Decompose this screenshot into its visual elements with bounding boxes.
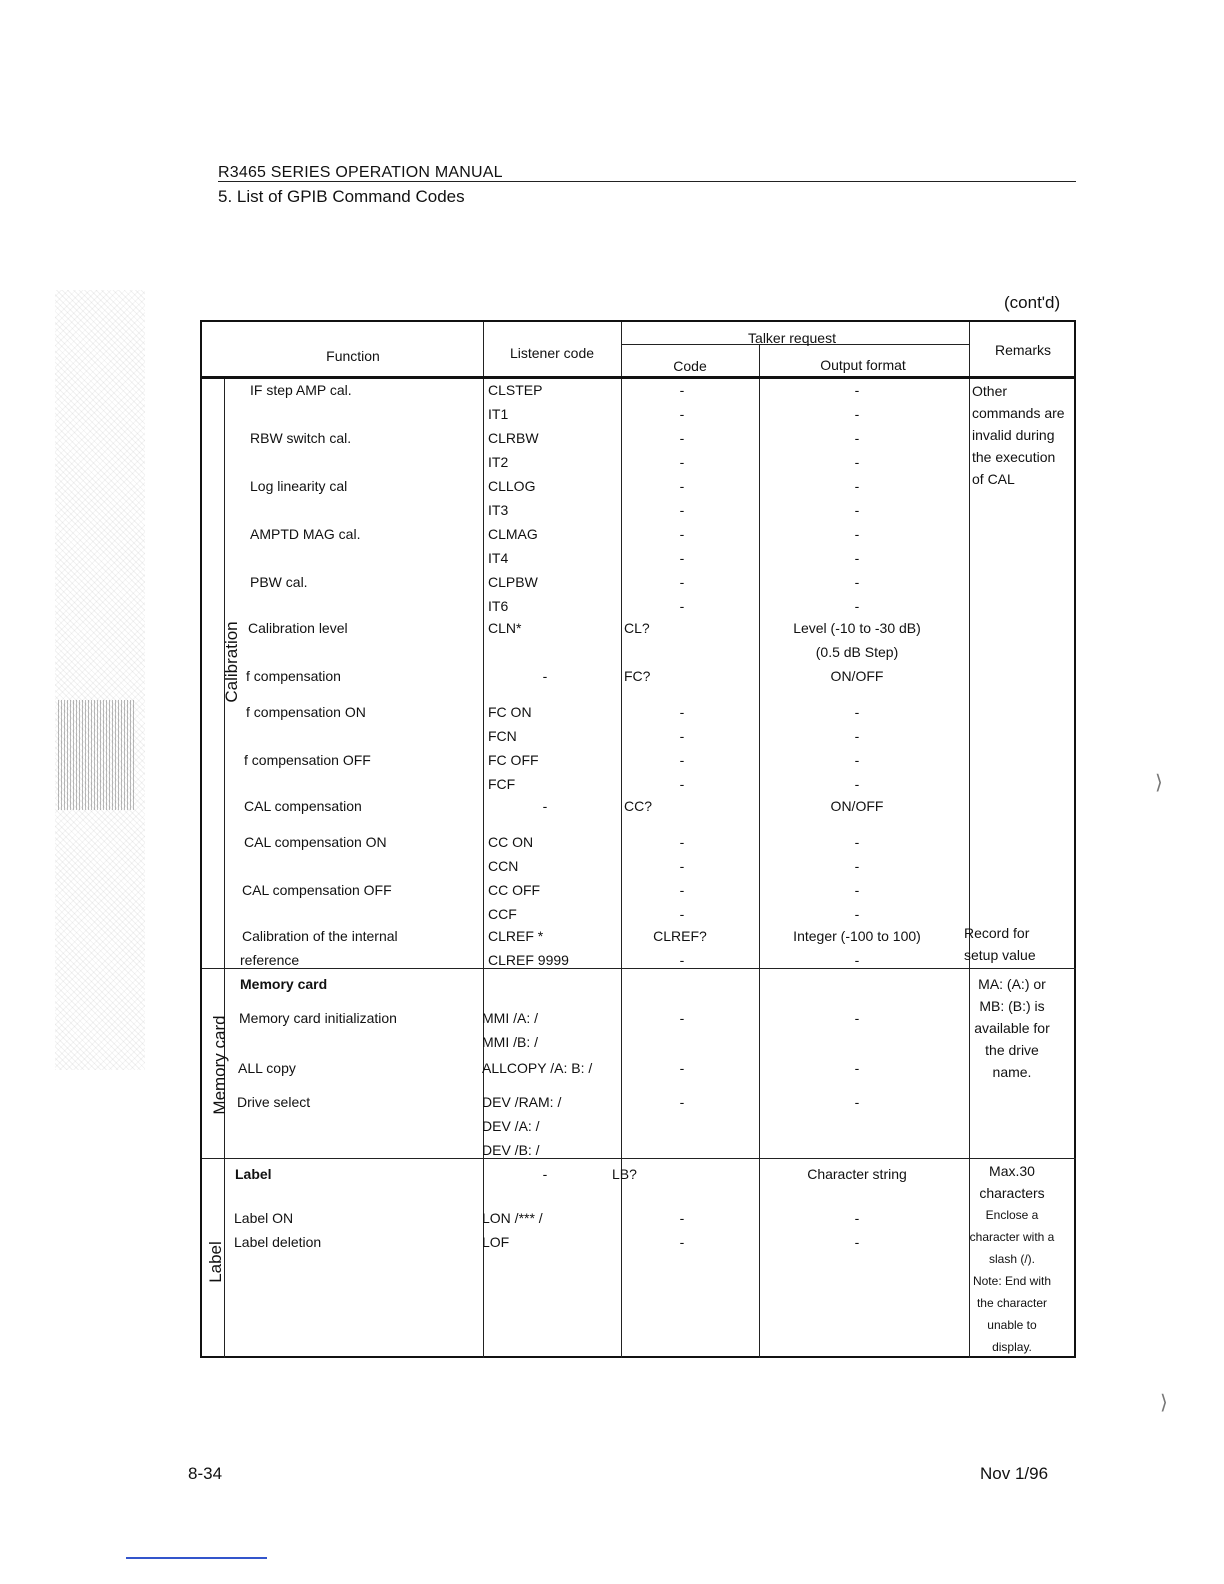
row-listener-code: LOF [482, 1234, 510, 1250]
row-function: Drive select [237, 1094, 311, 1110]
remarks-line: the character [976, 1296, 1048, 1310]
row-function: RBW switch cal. [250, 430, 352, 446]
row-output-format: (0.5 dB Step) [815, 644, 899, 660]
header-bottom-rule [202, 376, 1076, 379]
remarks-line: the execution [972, 449, 1056, 465]
row-code: - [679, 598, 685, 614]
row-listener-code: CLPBW [488, 574, 538, 590]
row-output-format: - [854, 430, 860, 446]
row-code: - [679, 478, 685, 494]
row-code: - [679, 1210, 685, 1226]
row-output-format: - [854, 952, 860, 968]
row-function: Calibration level [248, 620, 348, 636]
bottom-link-bar [126, 1557, 267, 1559]
row-code: - [679, 526, 685, 542]
row-listener-code: FCF [488, 776, 516, 792]
row-code: - [679, 752, 685, 768]
scan-edge-noise [55, 290, 145, 1070]
row-code: - [679, 1060, 685, 1076]
row-function: CAL compensation OFF [242, 882, 392, 898]
row-output-format: - [854, 478, 860, 494]
row-listener-code: - [542, 1166, 548, 1182]
row-output-format: - [854, 1010, 860, 1026]
row-listener-code: FC OFF [488, 752, 539, 768]
row-output-format: ON/OFF [830, 668, 884, 684]
remarks-line: unable to [987, 1318, 1037, 1332]
row-listener-code: CC ON [488, 834, 534, 850]
remarks-memory [962, 973, 1062, 1083]
row-function: ALL copy [238, 1060, 296, 1076]
remarks-line: Other [972, 383, 1008, 399]
row-function: IF step AMP cal. [250, 382, 352, 398]
row-output-format: - [854, 906, 860, 922]
row-output-format: Character string [807, 1166, 907, 1182]
remarks-line: character with a [969, 1230, 1055, 1244]
row-code: - [679, 382, 685, 398]
row-code: - [679, 1234, 685, 1250]
row-code: - [679, 882, 685, 898]
col-divider [483, 322, 484, 1358]
header-talker-request: Talker request [748, 330, 836, 346]
row-code: - [679, 834, 685, 850]
remarks-line: invalid during [972, 427, 1055, 443]
header-function: Function [326, 348, 380, 364]
row-listener-code: CLREF * [488, 928, 544, 944]
row-code: - [679, 574, 685, 590]
row-listener-code: CCF [488, 906, 517, 922]
row-output-format: - [854, 502, 860, 518]
row-code: CC? [624, 798, 653, 814]
remarks-calibration [972, 380, 1065, 490]
row-code: - [679, 406, 685, 422]
row-function: reference [240, 952, 300, 968]
row-output-format: - [854, 776, 860, 792]
remarks-line: Max.30 [989, 1163, 1035, 1179]
remarks-line: the drive [985, 1042, 1039, 1058]
row-output-format: ON/OFF [830, 798, 884, 814]
row-output-format: Level (-10 to -30 dB) [793, 620, 921, 636]
row-code: - [679, 906, 685, 922]
remarks-line: MB: (B:) is [979, 998, 1045, 1014]
remarks-line: setup value [964, 947, 1036, 963]
row-output-format: - [854, 526, 860, 542]
row-code: - [679, 1094, 685, 1110]
row-output-format: - [854, 1094, 860, 1110]
remarks-line: commands are [972, 405, 1065, 421]
row-code: - [679, 430, 685, 446]
col-divider [224, 378, 225, 1358]
remarks-line: name. [992, 1064, 1032, 1080]
header-output-format: Output format [820, 357, 906, 373]
row-code: - [679, 704, 685, 720]
row-listener-code: CC OFF [488, 882, 541, 898]
row-code: - [679, 1010, 685, 1026]
row-function: Label [235, 1166, 272, 1182]
row-listener-code: CLLOG [488, 478, 536, 494]
remarks-line: Enclose a [985, 1208, 1039, 1222]
row-output-format: - [854, 382, 860, 398]
row-output-format: - [854, 834, 860, 850]
row-function: f compensation ON [246, 704, 366, 720]
group-divider [202, 1158, 1076, 1159]
row-code: - [679, 858, 685, 874]
row-output-format: - [854, 1210, 860, 1226]
row-listener-code: CLRBW [488, 430, 539, 446]
row-function: Memory card [240, 976, 328, 992]
row-listener-code: - [542, 798, 548, 814]
gpib-command-table [200, 320, 1076, 1358]
row-listener-code: MMI /A: / [482, 1010, 538, 1026]
row-function: f compensation [246, 668, 341, 684]
page-number: 8-34 [188, 1464, 223, 1483]
row-listener-code: CLN* [488, 620, 522, 636]
row-listener-code: MMI /B: / [482, 1034, 538, 1050]
row-function: f compensation OFF [244, 752, 371, 768]
row-code: - [679, 776, 685, 792]
row-output-format: Integer (-100 to 100) [793, 928, 921, 944]
scan-edge-dark [58, 700, 136, 810]
row-function: PBW cal. [250, 574, 308, 590]
margin-mark: ⟩ [1155, 772, 1163, 794]
header-rule [218, 181, 1076, 182]
row-listener-code: FCN [488, 728, 517, 744]
section-title: 5. List of GPIB Command Codes [218, 187, 465, 206]
group-label-label: Label [206, 1241, 225, 1283]
row-listener-code: CLSTEP [488, 382, 543, 398]
row-code: CLREF? [653, 928, 707, 944]
margin-mark: ⟩ [1160, 1392, 1168, 1414]
row-function: CAL compensation [244, 798, 362, 814]
row-code: - [679, 952, 685, 968]
row-function: AMPTD MAG cal. [250, 526, 361, 542]
manual-title: R3465 SERIES OPERATION MANUAL [218, 164, 503, 181]
group-label-memory-card: Memory card [210, 1015, 229, 1115]
remarks-line: of CAL [972, 471, 1015, 487]
row-function: Log linearity cal [250, 478, 348, 494]
row-listener-code: DEV /RAM: / [482, 1094, 562, 1110]
col-divider [621, 322, 622, 1358]
row-listener-code: IT4 [488, 550, 509, 566]
remarks-line: MA: (A:) or [978, 976, 1046, 992]
row-output-format: - [854, 550, 860, 566]
row-function: Calibration of the internal [242, 928, 398, 944]
header-listener-code: Listener code [509, 345, 595, 361]
row-output-format: - [854, 882, 860, 898]
row-listener-code: FC ON [488, 704, 532, 720]
row-output-format: - [854, 704, 860, 720]
row-code: - [679, 728, 685, 744]
row-code: - [679, 454, 685, 470]
row-output-format: - [854, 454, 860, 470]
row-code: CL? [624, 620, 650, 636]
row-listener-code: ALLCOPY /A: B: / [482, 1060, 593, 1076]
row-output-format: - [854, 598, 860, 614]
header-code: Code [673, 358, 707, 374]
row-listener-code: - [542, 668, 548, 684]
row-function: Memory card initialization [239, 1010, 397, 1026]
remarks-line: Record for [964, 925, 1030, 941]
row-function: Label deletion [234, 1234, 322, 1250]
remarks-clref [964, 922, 1036, 966]
row-listener-code: LON /*** / [482, 1210, 543, 1226]
row-code: FC? [624, 668, 651, 684]
row-output-format: - [854, 1060, 860, 1076]
row-output-format: - [854, 752, 860, 768]
group-label-calibration: Calibration [222, 621, 241, 703]
remarks-line: display. [992, 1340, 1032, 1354]
remarks-label [962, 1160, 1062, 1204]
row-listener-code: IT2 [488, 454, 509, 470]
remarks-line: slash (/). [988, 1252, 1035, 1266]
remarks-label-note [958, 1204, 1066, 1358]
row-listener-code: CCN [488, 858, 519, 874]
remarks-line: characters [979, 1185, 1045, 1201]
page-date: Nov 1/96 [980, 1464, 1049, 1483]
row-output-format: - [854, 406, 860, 422]
row-listener-code: CLMAG [488, 526, 538, 542]
row-code: - [679, 550, 685, 566]
group-divider [202, 968, 1076, 969]
header-remarks: Remarks [994, 342, 1052, 358]
row-output-format: - [854, 858, 860, 874]
row-output-format: - [854, 574, 860, 590]
row-listener-code: DEV /B: / [482, 1142, 540, 1158]
row-output-format: - [854, 1234, 860, 1250]
row-listener-code: CLREF 9999 [488, 952, 569, 968]
row-output-format: - [854, 728, 860, 744]
row-function: CAL compensation ON [244, 834, 387, 850]
remarks-line: Note: End with [972, 1274, 1052, 1288]
row-listener-code: IT6 [488, 598, 509, 614]
row-function: Label ON [234, 1210, 294, 1226]
row-code: - [679, 502, 685, 518]
col-divider [759, 344, 760, 1358]
remarks-line: available for [974, 1020, 1050, 1036]
row-listener-code: IT1 [488, 406, 509, 422]
row-listener-code: IT3 [488, 502, 509, 518]
contd-label: (cont'd) [1004, 293, 1061, 312]
row-listener-code: DEV /A: / [482, 1118, 540, 1134]
row-code: LB? [612, 1166, 637, 1182]
